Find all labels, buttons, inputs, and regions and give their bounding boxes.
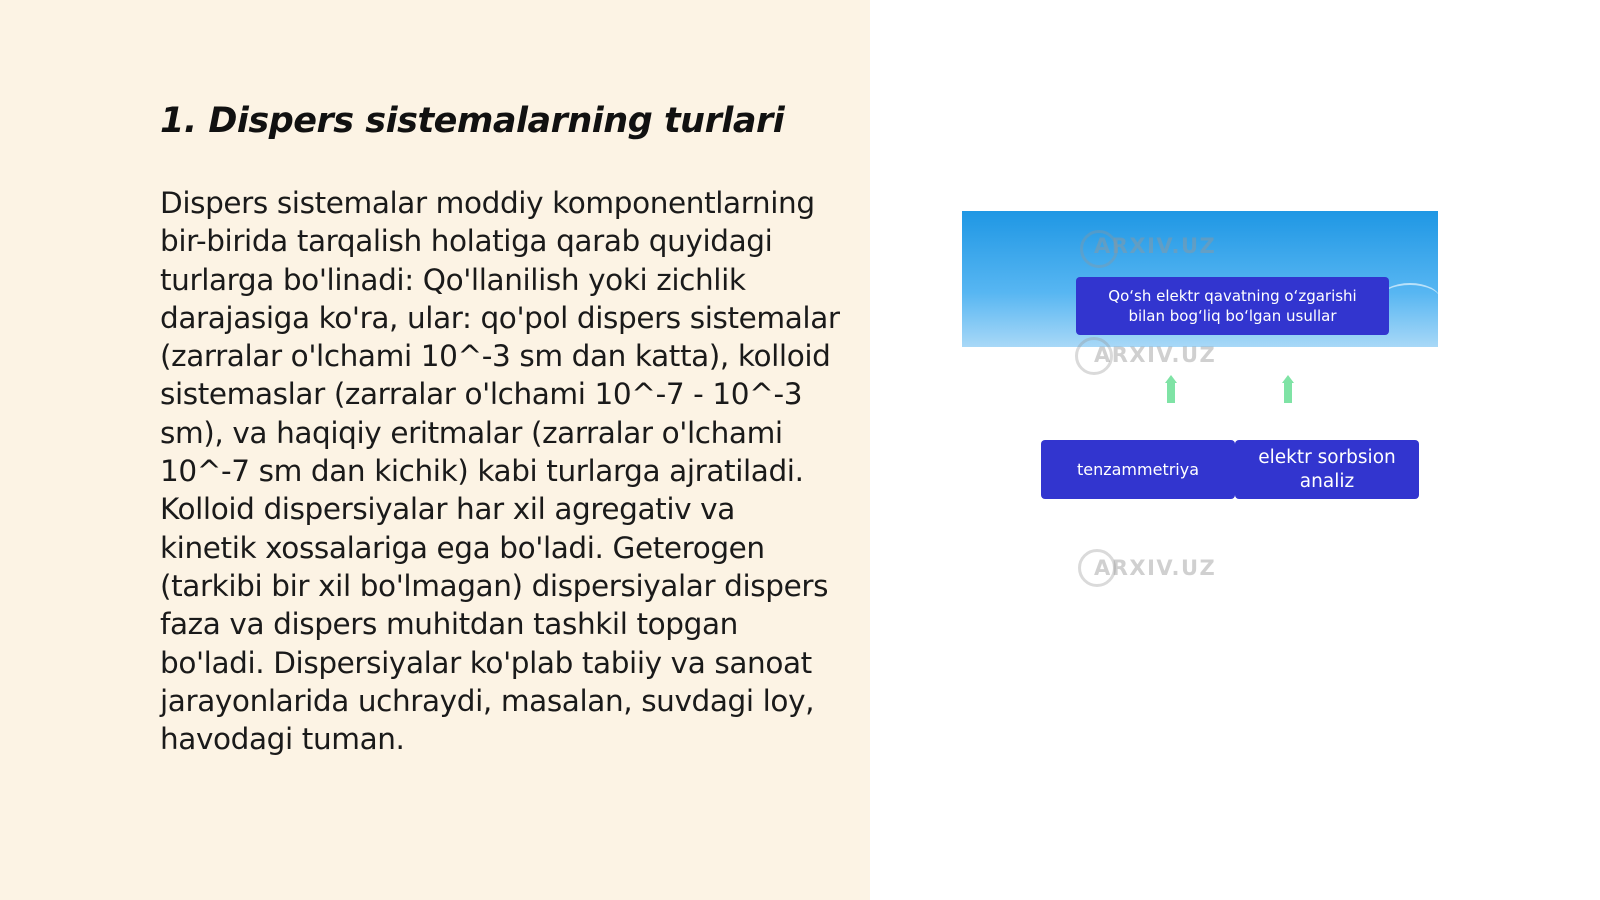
watermark-text: ARXIV.UZ <box>1094 343 1217 367</box>
watermark-text: ARXIV.UZ <box>1094 234 1217 258</box>
watermark-text: ARXIV.UZ <box>1094 556 1217 580</box>
slide-body-text: Dispers sistemalar moddiy komponentlarning bir-birida tarqalish holatiga qarab quyidagi turlarga bo'linadi: Qo'llanilish yoki zichlik darajasiga ko'ra, ular: qo'pol dispers sistemalar (zarralar o'lchami 10^-3 sm dan katta), kolloid sistemaslar (zarralar o'lchami 10^-7 - 10^-3 sm), va haqiqiy eritmalar (zarralar o'lchami 10^-7 sm dan kichik) kabi turlarga ajratiladi. Kolloid dispersiyalar har xil agregativ va kinetik xossalariga ega bo'ladi. Geterogen (tarkibi bir xil bo'lmagan) dispersiyalar dispers faza va dispers muhitdan tashkil topgan bo'ladi. Dispersiyalar ko'plab tabiiy va sanoat jarayonlarida uchraydi, masalan, suvdagi loy, havodagi tuman. <box>160 186 840 757</box>
slide-title: 1. Dispers sistemalarning turlari <box>160 101 785 141</box>
banner-decoration <box>1380 283 1440 315</box>
diagram-box-tenzammetriya: tenzammetriya <box>1041 440 1235 499</box>
diagram-box-methods: Qo‘sh elektr qavatning o‘zgarishi bilan bog‘liq bo‘lgan usullar <box>1076 277 1389 335</box>
diagram-box-sorbsion-analiz: elektr sorbsion analiz <box>1235 440 1419 499</box>
